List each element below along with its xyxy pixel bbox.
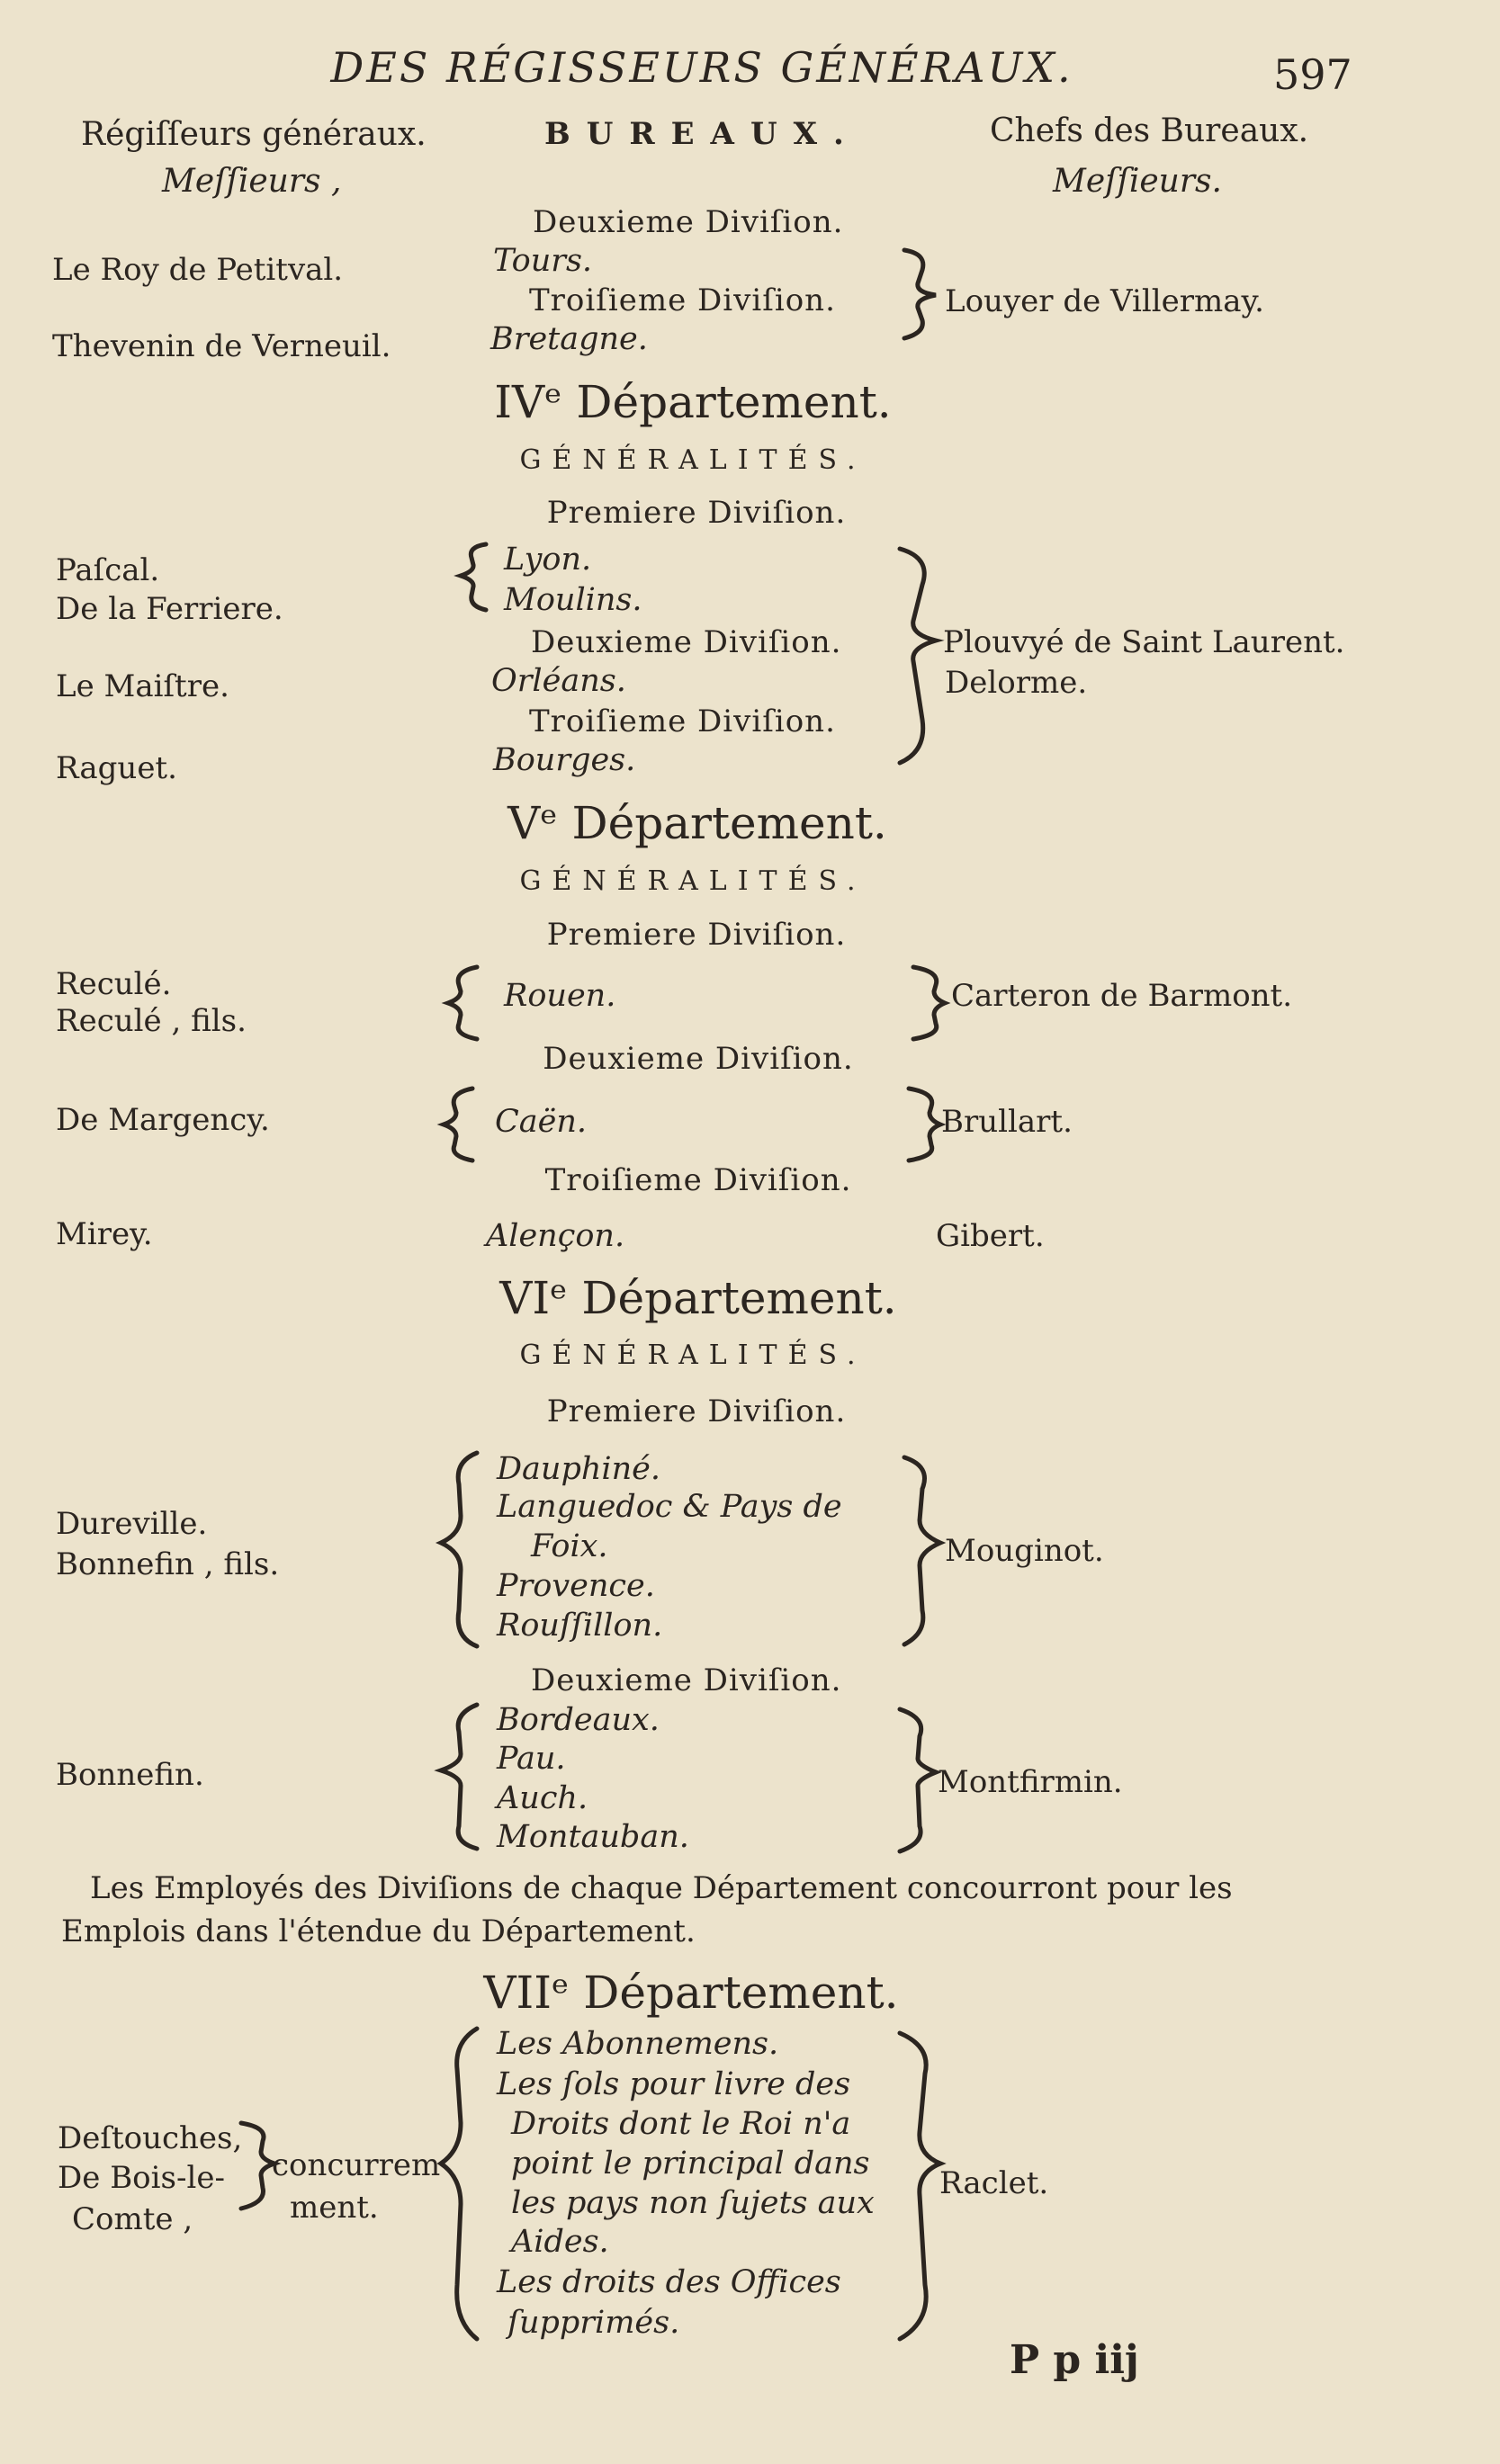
chef-name: Gibert. xyxy=(936,1218,1045,1254)
regisseur-name: Reculé , fils. xyxy=(56,1003,247,1039)
left-brace xyxy=(461,544,486,610)
regisseur-name: De Bois-le- xyxy=(58,2160,225,2196)
signature-mark: P p iij xyxy=(1010,2337,1139,2383)
note-line: Les Employés des Diviſions de chaque Département concourront pour les xyxy=(90,1870,1233,1906)
chef-name: Montfirmin. xyxy=(938,1764,1123,1800)
right-brace xyxy=(904,250,936,338)
chef-name: Plouvyé de Saint Laurent. xyxy=(943,624,1345,660)
page-number: 597 xyxy=(1273,50,1352,99)
place-line: Aides. xyxy=(511,2224,609,2260)
chef-name: Mouginot. xyxy=(945,1533,1104,1569)
division-label: Deuxieme Diviſion. xyxy=(533,204,844,240)
place-line: Les Abonnemens. xyxy=(497,2026,779,2062)
right-brace xyxy=(904,1457,940,1644)
right-brace xyxy=(900,1709,936,1851)
column-subhead-chefs: Meſſieurs. xyxy=(1053,163,1222,200)
left-brace xyxy=(441,2029,477,2339)
place-alencon: Alençon. xyxy=(486,1218,625,1254)
left-brace xyxy=(441,1705,477,1849)
place-orleans: Orléans. xyxy=(491,663,626,699)
chef-name: Carteron de Barmont. xyxy=(951,978,1293,1014)
left-brace xyxy=(441,1453,477,1646)
column-head-chefs: Chefs des Bureaux. xyxy=(990,112,1309,149)
regisseur-name: Bonnefin , fils. xyxy=(56,1546,280,1582)
department-title: VIᵉ Département. xyxy=(499,1272,897,1324)
right-brace xyxy=(909,1089,940,1160)
note-line: Emplois dans l'étendue du Département. xyxy=(61,1913,696,1949)
place-line: point le principal dans xyxy=(511,2146,870,2182)
place-bordeaux: Bordeaux. xyxy=(497,1702,660,1738)
right-brace xyxy=(241,2123,274,2209)
regisseur-name: Le Roy de Petitval. xyxy=(52,252,344,288)
concurrem-label: concurrem xyxy=(272,2147,441,2183)
place-line: Droits dont le Roi n'a xyxy=(511,2106,851,2142)
division-label: Troiſieme Diviſion. xyxy=(529,282,836,318)
concurrem-label: ment. xyxy=(290,2190,379,2226)
division-label: Deuxieme Diviſion. xyxy=(543,1041,854,1077)
column-head-bureaux: BUREAUX. xyxy=(544,116,860,152)
department-title: VIIᵉ Département. xyxy=(483,1967,899,2019)
division-label: Troiſieme Diviſion. xyxy=(529,703,836,739)
place-tours: Tours. xyxy=(493,243,593,279)
regisseur-name: Comte , xyxy=(72,2201,193,2237)
generalites-label: GÉNÉRALITÉS. xyxy=(519,865,867,897)
place-bourges: Bourges. xyxy=(493,742,636,778)
division-label: Troiſieme Diviſion. xyxy=(544,1162,852,1198)
generalites-label: GÉNÉRALITÉS. xyxy=(519,1340,867,1371)
place-dauphine: Dauphiné. xyxy=(497,1451,660,1487)
regisseur-name: Raguet. xyxy=(56,750,177,786)
division-label: Premiere Diviſion. xyxy=(546,1393,847,1429)
generalites-label: GÉNÉRALITÉS. xyxy=(519,444,867,476)
regisseur-name: Reculé. xyxy=(56,966,172,1002)
left-brace xyxy=(448,967,477,1039)
place-languedoc: Languedoc & Pays de xyxy=(497,1489,842,1525)
department-title: Vᵉ Département. xyxy=(507,797,887,849)
column-subhead-regisseurs: Meſſieurs , xyxy=(162,163,342,200)
place-line: les pays non ſujets aux xyxy=(511,2185,875,2221)
place-bretagne: Bretagne. xyxy=(490,321,648,357)
regisseur-name: Bonnefin. xyxy=(56,1757,204,1793)
right-brace xyxy=(900,2033,940,2339)
place-provence: Provence. xyxy=(497,1568,655,1604)
place-moulins: Moulins. xyxy=(504,582,642,618)
place-montauban: Montauban. xyxy=(497,1819,689,1855)
place-caen: Caën. xyxy=(495,1104,588,1140)
right-brace xyxy=(900,549,936,763)
running-head: DES RÉGISSEURS GÉNÉRAUX. xyxy=(330,43,1073,92)
place-roussillon: Rouſſillon. xyxy=(497,1608,663,1644)
place-line: ſupprimés. xyxy=(507,2305,680,2341)
regisseur-name: Paſcal. xyxy=(56,552,160,588)
chef-name: Louyer de Villermay. xyxy=(945,283,1264,319)
division-label: Deuxieme Diviſion. xyxy=(531,1662,842,1698)
regisseur-name: De la Ferriere. xyxy=(56,591,283,627)
division-label: Deuxieme Diviſion. xyxy=(531,624,842,660)
regisseur-name: Mirey. xyxy=(56,1216,153,1252)
regisseur-name: Dureville. xyxy=(56,1506,208,1542)
right-brace xyxy=(913,967,945,1039)
place-line: Les droits des Offices xyxy=(497,2264,841,2300)
regisseur-name: Thevenin de Verneuil. xyxy=(52,328,391,364)
place-pau: Pau. xyxy=(497,1741,566,1777)
place-rouen: Rouen. xyxy=(504,978,616,1014)
place-auch: Auch. xyxy=(497,1780,588,1816)
department-title: IVᵉ Département. xyxy=(494,376,892,428)
left-brace xyxy=(444,1089,472,1160)
place-line: Les ſols pour livre des xyxy=(497,2066,851,2102)
regisseur-name: Le Maiſtre. xyxy=(56,668,229,704)
division-label: Premiere Diviſion. xyxy=(546,917,847,953)
place-lyon: Lyon. xyxy=(504,542,592,578)
regisseur-name: Deſtouches, xyxy=(58,2120,243,2156)
column-head-regisseurs: Régiſſeurs généraux. xyxy=(81,116,427,153)
place-foix: Foix. xyxy=(531,1528,608,1564)
chef-name: Brullart. xyxy=(941,1104,1073,1140)
chef-name: Delorme. xyxy=(945,665,1088,701)
regisseur-name: De Margency. xyxy=(56,1102,270,1138)
division-label: Premiere Diviſion. xyxy=(546,495,847,531)
chef-name: Raclet. xyxy=(939,2165,1049,2201)
